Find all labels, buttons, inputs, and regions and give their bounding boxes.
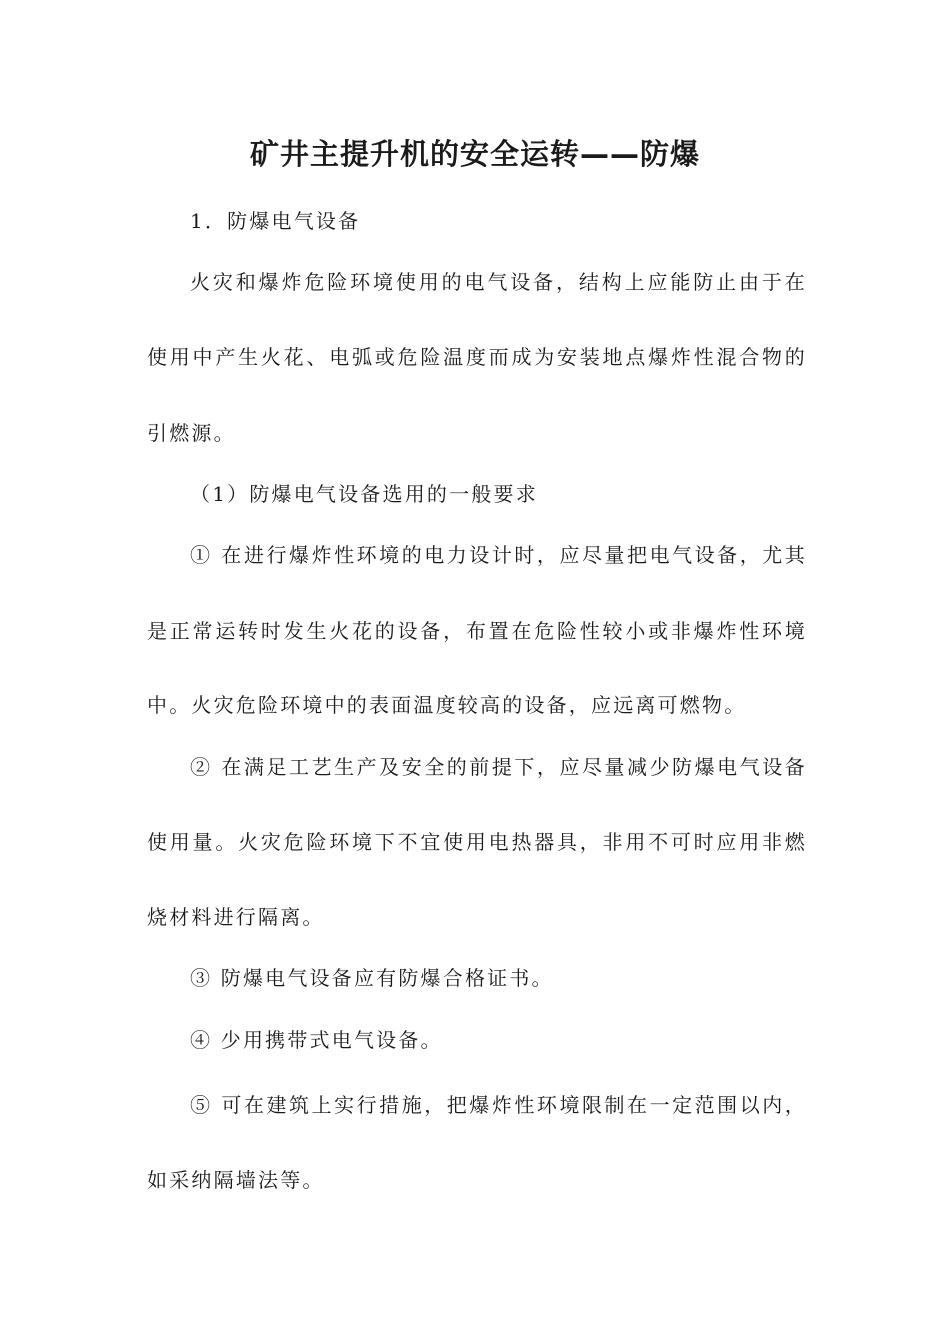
item5-line-2: 如采纳隔墙法等。 [147, 1168, 325, 1192]
item2-line-2: 使用量。火灾危险环境下不宜使用电热器具，非用不可时应用非燃 [147, 830, 807, 854]
item2-line-3: 烧材料进行隔离。 [147, 905, 325, 929]
item1-line-2: 是正常运转时发生火花的设备，布置在危险性较小或非爆炸性环境 [147, 619, 807, 643]
intro-line-1: 火灾和爆炸危险环境使用的电气设备，结构上应能防止由于在 [190, 270, 807, 294]
item1-line-3: 中。火灾危险环境中的表面温度较高的设备，应远离可燃物。 [147, 693, 747, 717]
section-heading: 1．防爆电气设备 [190, 209, 361, 233]
intro-line-3: 引燃源。 [147, 421, 236, 445]
document-title: 矿井主提升机的安全运转——防爆 [249, 137, 700, 171]
item5-line-1: ⑤ 可在建筑上实行措施，把爆炸性环境限制在一定范围以内， [190, 1093, 807, 1117]
item1-line-1: ① 在进行爆炸性环境的电力设计时，应尽量把电气设备，尤其 [190, 543, 807, 567]
intro-line-2: 使用中产生火花、电弧或危险温度而成为安装地点爆炸性混合物的 [147, 345, 807, 369]
item2-line-1: ② 在满足工艺生产及安全的前提下，应尽量减少防爆电气设备 [190, 755, 807, 779]
item4-line: ④ 少用携带式电气设备。 [190, 1028, 443, 1052]
subheading: （1）防爆电气设备选用的一般要求 [190, 482, 538, 506]
item3-line: ③ 防爆电气设备应有防爆合格证书。 [190, 966, 554, 990]
